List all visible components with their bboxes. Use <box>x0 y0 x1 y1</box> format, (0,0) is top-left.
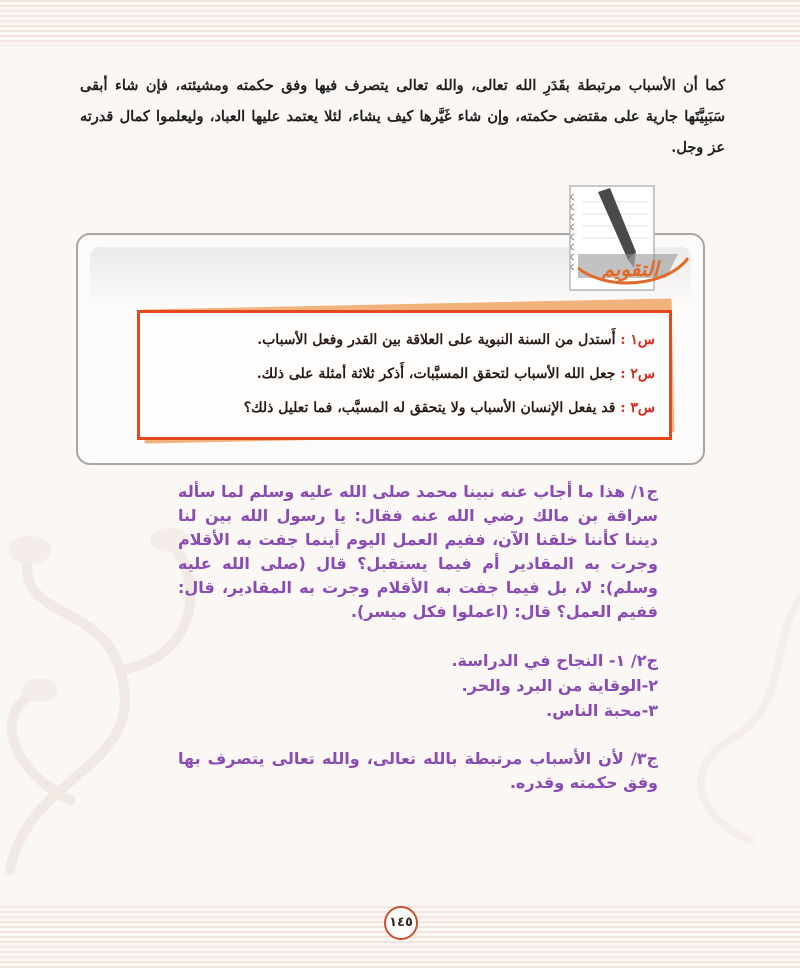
answer-1: ج١/ هذا ما أجاب عنه نبينا محمد صلى الله عليه وسلم لما سأله سراقة بن مالك رضي الله عنه فقال: يا رسول الله بين لنا ديننا كأننا خلقنا الآن، ففيم العمل اليوم أينما جفت به الأقلام وجرت به المقادير أم فيما يستقبل؟ قال (صلى الله عليه وسلم): لا، بل فيما جفت به الأقلام وجرت به المقادير، قال: ففيم العمل؟ قال: (اعملوا فكل ميسر). <box>178 482 658 621</box>
question-number: س٣ : <box>620 400 655 416</box>
answer-3: ج٣/ لأن الأسباب مرتبطة بالله تعالى، والله تعالى يتصرف بها وفق حكمته وقدره. <box>178 749 658 792</box>
answer-2-line: ٢-الوقاية من البرد والحر. <box>461 676 658 695</box>
answers-block <box>178 480 658 819</box>
answer-2-line: ج٢/ ١- النجاح في الدراسة. <box>451 651 658 670</box>
question-3 <box>150 391 655 425</box>
question-text: جعل الله الأسباب لتحقق المسبَّبات، أَذكر ثلاثة أمثلة على ذلك. <box>256 366 616 382</box>
intro-paragraph: كما أن الأسباب مرتبطة بقَدَرِ الله تعالى، والله تعالى يتصرف فيها وفق حكمته ومشيئته، فإن شاء أبقى سَبَبِيَّتَها جارية على مقتضى حكمته، وإن شاء غَيَّرها كيف يشاء، لئلا يعتمد عليها العباد، وليعلموا كمال قدرته عز وجل. <box>80 77 725 156</box>
page-number: ١٤٥ <box>384 906 418 940</box>
questions-card <box>137 310 672 440</box>
question-text: قد يفعل الإنسان الأسباب ولا يتحقق له المسبَّب، فما تعليل ذلك؟ <box>243 400 616 416</box>
question-2 <box>150 357 655 391</box>
top-stripes-decoration <box>0 0 800 46</box>
answer-2-line: ٣-محبة الناس. <box>546 701 658 720</box>
question-number: س١ : <box>620 332 655 348</box>
question-text: أَستدل من السنة النبوية على العلاقة بين القدر وفعل الأسباب. <box>257 332 616 348</box>
answer-2 <box>178 648 658 723</box>
floral-ornament-right-icon <box>640 560 800 860</box>
evaluation-title: التقويم <box>601 257 659 281</box>
question-1 <box>150 323 655 357</box>
question-number: س٢ : <box>620 366 655 382</box>
